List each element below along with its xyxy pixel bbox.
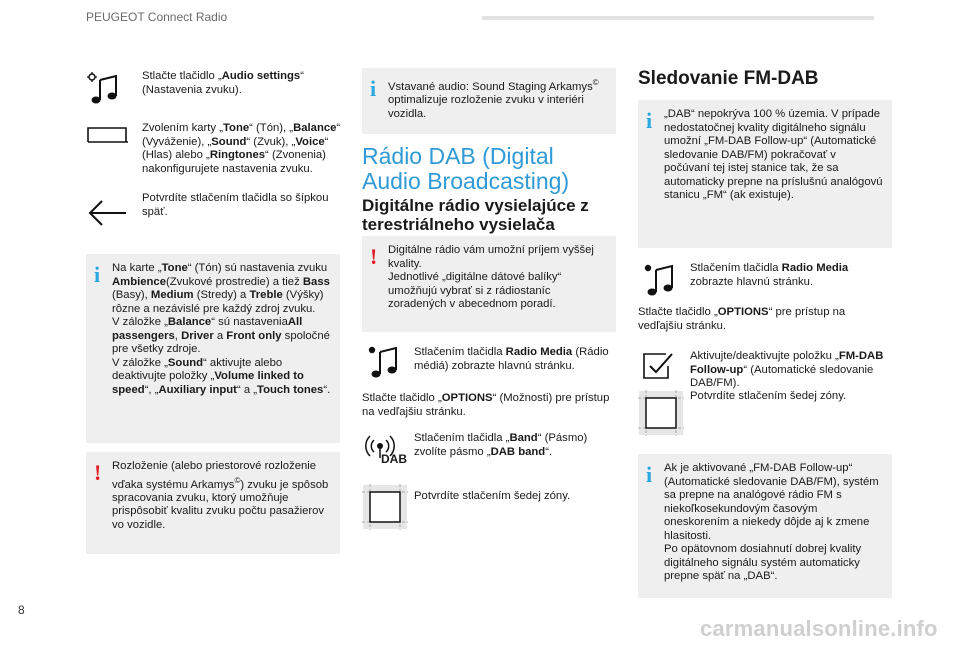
page-number: 8 (18, 603, 25, 617)
info-icon: i (646, 462, 653, 487)
info-icon: i (646, 108, 653, 133)
dab-section-title: Rádio DAB (Digital Audio Broadcasting) (362, 143, 570, 194)
grey-zone-icon (638, 390, 684, 441)
tabs-step: Zvolením karty „Tone“ (Tón), „Balance“ (Vyváženie), „Sound“ (Zvuk), „Voice“ (Hlas) alebo „Ringtones“ (Zvonenia) nakonfigurujete nastavenia zvuku. (142, 122, 341, 175)
header-bar (482, 16, 874, 20)
settings-note-icon (86, 70, 126, 115)
radio-media-step-fm: Stlačením tlačidla Radio Media zobrazte hlavnú stránku. (690, 262, 849, 288)
options-step: Stlačte tlačidlo „OPTIONS“ (Možnosti) pre prístup na vedľajšiu stránku. (362, 392, 610, 418)
audio-settings-step: Stlačte tlačidlo „Audio settings“ (Nastavenia zvuku). (142, 70, 304, 96)
radio-media-icon (366, 344, 406, 387)
watermark: carmanualsonline.info (700, 616, 938, 641)
dab-icon-label: DAB (381, 452, 407, 466)
info-note-fm-dab: i „DAB“ nepokrýva 100 % územia. V prípade nedostatočnej kvality digitálneho signálu umožní „FM-DAB Follow-up“ (Automatické sledovanie DAB/FM) pokračovať v počúvaní tej istej stanice tak, že sa automaticky prepne na príslušnú analógovú stanicu „FM“ (ak existuje). (638, 100, 892, 248)
info-note-tone: i Na karte „Tone“ (Tón) sú nastavenia zvuku Ambience(Zvukové prostredie) a tiež Bass (Basy), Medium (Stredy) a Treble (Výšky) rôzne a nezávislé pre každý zdroj zvuku. V záložke „Balance“ sú nastaveniaAll passengers, Driver a Front only spoločné pre všetky zdroje. V záložke „Sound“ aktivujte alebo deaktivujte položky „Volume linked to speed“, „Auxiliary input“ a „Touch tones“. (86, 254, 340, 443)
back-step: Potvrdíte stlačením tlačidla so šípkou späť. (142, 192, 329, 218)
grey-zone-step-dab: Potvrdíte stlačením šedej zóny. (414, 490, 571, 502)
back-arrow-icon (86, 196, 130, 235)
info-icon: i (370, 76, 377, 101)
warning-icon: ! (370, 244, 378, 269)
info-note-sound-staging: i Vstavané audio: Sound Staging Arkamys© optimalizuje rozloženie zvuku v interiéri vozidla. (362, 68, 616, 134)
dab-subtitle: Digitálne rádio vysielajúce z terestriálneho vysielača (362, 196, 589, 234)
manual-header: PEUGEOT Connect Radio (86, 10, 228, 24)
grey-zone-step-fm: Potvrdíte stlačením šedej zóny. (690, 390, 847, 402)
info-note-fm-dab-follow: i Ak je aktivované „FM-DAB Follow-up“ (Automatické sledovanie DAB/FM), systém sa prepne na analógové rádio FM s niekoľkosekundovým časovým oneskorením a niekedy dôjde aj k zmene hlasitosti. Po opätovnom dosiahnutí dobrej kvality digitálneho signálu systém automaticky prepne späť na „DAB“. (638, 454, 892, 598)
tabs-icon (86, 122, 130, 149)
radio-media-step: Stlačením tlačidla Radio Media (Rádio médiá) zobrazte hlavnú stránku. (414, 346, 609, 372)
options-step-fm: Stlačte tlačidlo „OPTIONS“ pre prístup na vedľajšiu stránku. (638, 306, 846, 332)
radio-media-icon (642, 262, 682, 305)
checkbox-icon (640, 350, 674, 387)
warning-note-dab: ! Digitálne rádio vám umožní príjem vyššej kvality. Jednotlivé „digitálne dátové balíky“ umožňujú vybrať si z rádiostaníc zoradených v abecednom poradí. (362, 236, 616, 332)
warning-note-arkamys: ! Rozloženie (alebo priestorové rozloženie vďaka systému Arkamys©) zvuku je spôsob spracovania zvuku, ktorý umožňuje prispôsobiť kvalitu zvuku počtu pasažierov vo vozidle. (86, 452, 340, 554)
info-icon: i (94, 262, 101, 287)
band-step: Stlačením tlačidla „Band“ (Pásmo) zvolíte pásmo „DAB band“. (414, 432, 588, 458)
fm-dab-toggle-step: Aktivujte/deaktivujte položku „FM-DAB Follow-up“ (Automatické sledovanie DAB/FM). (690, 350, 884, 389)
grey-zone-icon (362, 484, 408, 535)
warning-icon: ! (94, 460, 102, 485)
fm-dab-section-title: Sledovanie FM-DAB (638, 68, 819, 89)
